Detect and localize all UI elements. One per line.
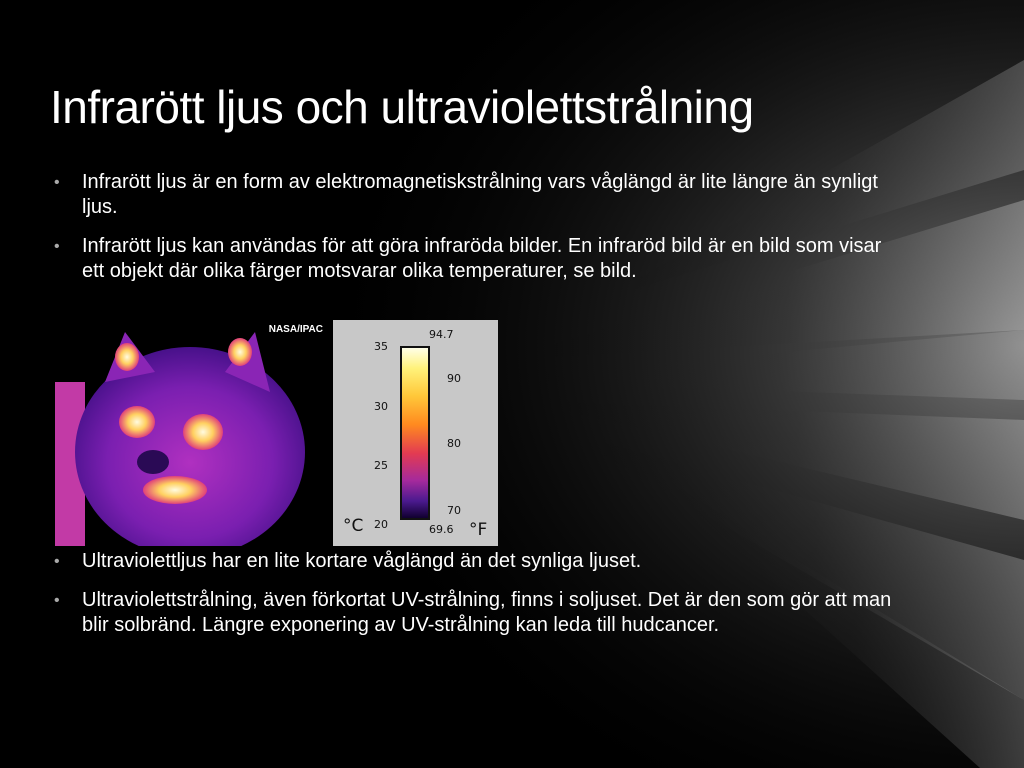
fahrenheit-tick: 94.7 <box>429 328 454 341</box>
fahrenheit-tick: 69.6 <box>429 523 454 536</box>
list-item <box>50 549 900 574</box>
celsius-tick: 20 <box>374 518 388 531</box>
celsius-tick: 25 <box>374 459 388 472</box>
bullet-text: Infrarött ljus kan användas för att göra infraröda bilder. En infraröd bild är en bild som visar ett objekt där olika färger motsvarar olika temperaturer, se bild. <box>82 235 882 282</box>
temperature-scale <box>333 320 498 546</box>
celsius-tick: 35 <box>374 340 388 353</box>
fahrenheit-tick: 80 <box>447 437 461 450</box>
bullet-dot: • <box>54 174 60 191</box>
bullet-text: Ultraviolettstrålning, även förkortat UV-strålning, finns i soljuset. Det är den som gör att man blir solbränd. Längre exponering av UV-strålning kan leda till hudcancer. <box>82 589 892 636</box>
fahrenheit-tick: 70 <box>447 504 461 517</box>
bullet-list-top <box>50 170 900 298</box>
image-credit: NASA/IPAC <box>268 324 323 335</box>
celsius-tick: 30 <box>374 400 388 413</box>
fahrenheit-tick: 90 <box>447 372 461 385</box>
list-item <box>50 234 900 284</box>
thermal-dog-graphic <box>55 322 327 546</box>
bullet-list-bottom <box>50 549 900 652</box>
thermal-dog-image <box>55 322 327 546</box>
list-item <box>50 588 900 638</box>
bullet-text: Ultraviolettljus har en lite kortare våglängd än det synliga ljuset. <box>82 550 642 572</box>
bullet-dot: • <box>54 553 60 570</box>
slide-title: Infrarött ljus och ultraviolettstrålning <box>50 81 754 133</box>
list-item <box>50 170 900 220</box>
bullet-dot: • <box>54 238 60 255</box>
celsius-unit: °C <box>343 516 364 536</box>
temperature-color-bar <box>400 346 430 520</box>
fahrenheit-unit: °F <box>469 520 488 540</box>
bullet-dot: • <box>54 592 60 609</box>
bullet-text: Infrarött ljus är en form av elektromagnetiskstrålning vars våglängd är lite längre än synligt ljus. <box>82 171 878 218</box>
